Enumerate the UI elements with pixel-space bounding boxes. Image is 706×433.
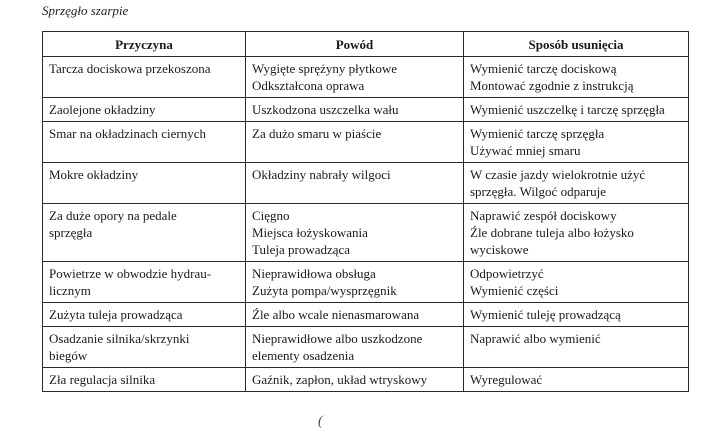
reason-cell	[246, 98, 464, 122]
table-row	[43, 57, 689, 98]
fix-cell-line: W czasie jazdy wielokrotnie użyć	[470, 167, 646, 182]
reason-cell-line: Za dużo smaru w piaście	[252, 126, 382, 141]
table-row	[43, 98, 689, 122]
cause-cell	[43, 163, 246, 204]
fix-cell-line: Odpowietrzyć	[470, 266, 544, 281]
reason-cell-line: Odkształcona oprawa	[252, 78, 365, 93]
table-row	[43, 303, 689, 327]
cause-cell-line: Zużyta tuleja prowadząca	[49, 307, 183, 322]
reason-cell-line: Miejsca łożyskowania	[252, 225, 368, 240]
table-row	[43, 327, 689, 368]
stray-pen-mark: (	[318, 414, 323, 429]
fix-cell	[464, 163, 689, 204]
reason-cell-line: Wygięte sprężyny płytkowe	[252, 61, 398, 76]
header-reason: Powód	[246, 32, 464, 57]
header-row	[43, 32, 689, 57]
reason-cell-line: Źle albo wcale nienasmarowana	[252, 307, 420, 322]
reason-cell-line: Nieprawidłowe albo uszkodzone	[252, 331, 423, 346]
fix-cell	[464, 368, 689, 392]
fix-cell-line: Wymienić tarczę sprzęgła	[470, 126, 605, 141]
fix-cell-line: Wymienić uszczelkę i tarczę sprzęgła	[470, 102, 665, 117]
reason-cell	[246, 303, 464, 327]
fix-cell	[464, 262, 689, 303]
fix-cell-line: Wyregulować	[470, 372, 543, 387]
cause-cell-line: Zaolejone okładziny	[49, 102, 156, 117]
reason-cell-line: Gaźnik, zapłon, układ wtryskowy	[252, 372, 428, 387]
fix-cell	[464, 122, 689, 163]
reason-cell-line: elementy osadzenia	[252, 348, 355, 363]
reason-cell	[246, 122, 464, 163]
table-row	[43, 368, 689, 392]
cause-cell-line: sprzęgła	[49, 225, 93, 240]
cause-cell-line: Mokre okładziny	[49, 167, 139, 182]
cause-cell-line: Osadzanie silnika/skrzynki	[49, 331, 190, 346]
fix-cell-line: Używać mniej smaru	[470, 143, 581, 158]
table-row	[43, 163, 689, 204]
header-fix: Sposób usunięcia	[464, 32, 689, 57]
table-row	[43, 204, 689, 262]
fix-cell-line: wyciskowe	[470, 242, 529, 257]
reason-cell	[246, 368, 464, 392]
cause-cell	[43, 303, 246, 327]
cause-cell-line: Tarcza dociskowa przekoszona	[49, 61, 211, 76]
cause-cell-line: biegów	[49, 348, 88, 363]
reason-cell	[246, 262, 464, 303]
cause-cell	[43, 204, 246, 262]
fix-cell-line: Źle dobrane tuleja albo łożysko	[470, 225, 634, 240]
cause-cell	[43, 327, 246, 368]
cause-cell-line: Za duże opory na pedale	[49, 208, 177, 223]
reason-cell-line: Tuleja prowadząca	[252, 242, 351, 257]
reason-cell	[246, 57, 464, 98]
fix-cell	[464, 327, 689, 368]
cause-cell	[43, 262, 246, 303]
cause-cell-line: licznym	[49, 283, 91, 298]
reason-cell-line: Uszkodzona uszczelka wału	[252, 102, 399, 117]
fix-cell	[464, 204, 689, 262]
fix-cell	[464, 303, 689, 327]
cause-cell	[43, 57, 246, 98]
fix-cell-line: Naprawić albo wymienić	[470, 331, 601, 346]
fix-cell-line: Naprawić zespół dociskowy	[470, 208, 617, 223]
cause-cell-line: Smar na okładzinach ciernych	[49, 126, 207, 141]
reason-cell-line: Okładziny nabrały wilgoci	[252, 167, 391, 182]
cause-cell	[43, 122, 246, 163]
reason-cell-line: Cięgno	[252, 208, 290, 223]
cause-cell	[43, 98, 246, 122]
table-row	[43, 122, 689, 163]
reason-cell	[246, 163, 464, 204]
reason-cell-line: Zużyta pompa/wysprzęgnik	[252, 283, 397, 298]
header-cause: Przyczyna	[43, 32, 246, 57]
diagnosis-table	[42, 31, 689, 392]
fix-cell-line: Montować zgodnie z instrukcją	[470, 78, 634, 93]
cause-cell-line: Powietrze w obwodzie hydrau-	[49, 266, 212, 281]
fix-cell	[464, 57, 689, 98]
cause-cell	[43, 368, 246, 392]
fix-cell-line: Wymienić części	[470, 283, 559, 298]
reason-cell	[246, 327, 464, 368]
cause-cell-line: Zła regulacja silnika	[49, 372, 156, 387]
table-row	[43, 262, 689, 303]
reason-cell-line: Nieprawidłowa obsługa	[252, 266, 376, 281]
fix-cell-line: Wymienić tuleję prowadzącą	[470, 307, 621, 322]
reason-cell	[246, 204, 464, 262]
fix-cell	[464, 98, 689, 122]
fix-cell-line: Wymienić tarczę dociskową	[470, 61, 617, 76]
fix-cell-line: sprzęgła. Wilgoć odparuje	[470, 184, 607, 199]
table-caption: Sprzęgło szarpie	[42, 3, 129, 18]
